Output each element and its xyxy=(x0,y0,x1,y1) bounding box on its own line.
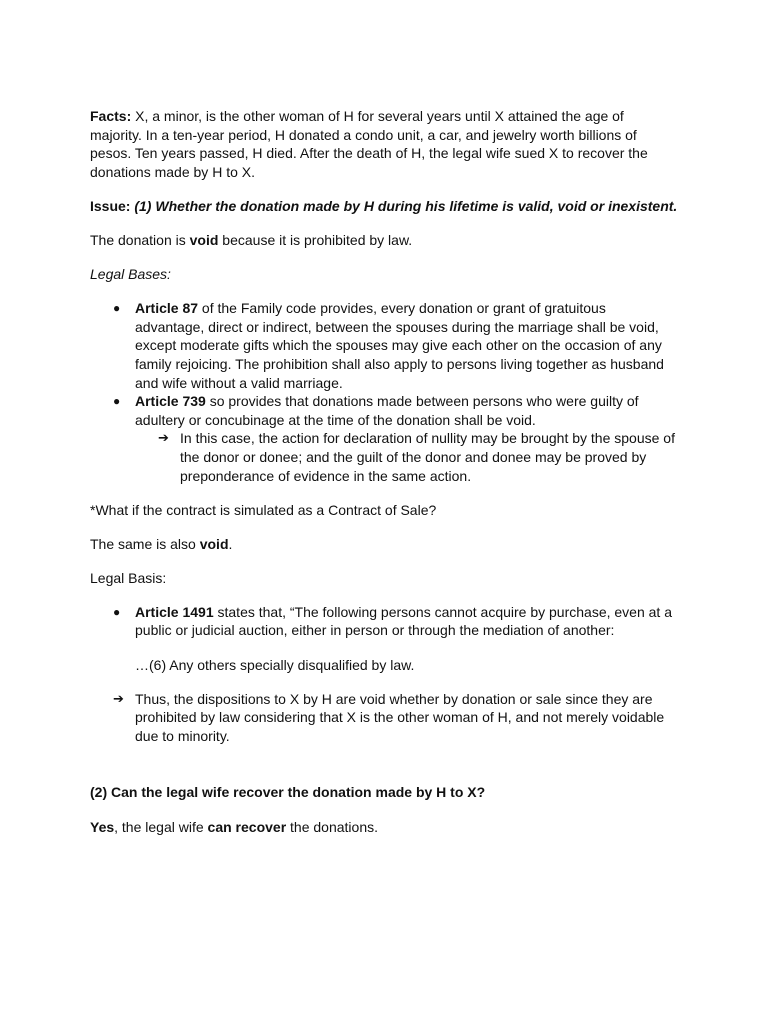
answer-1-post: because it is prohibited by law. xyxy=(218,231,413,248)
conclusion-item xyxy=(90,690,678,746)
list-item-article-1491 xyxy=(90,603,678,640)
article-87-label: Article 87 xyxy=(135,300,199,317)
legal-basis-heading: Legal Basis: xyxy=(90,569,167,586)
conclusion-text: Thus, the dispositions to X by H are void whether by donation or sale since they are prohibited by law considering that X is the other woman of H, and not merely voidable due to minority. xyxy=(135,690,665,744)
bullet-icon: ● xyxy=(113,301,121,316)
issue-1-text: (1) Whether the donation made by H during his lifetime is valid, void or inexistent. xyxy=(130,197,678,214)
answer-2-paragraph xyxy=(90,818,678,837)
article-1491-label: Article 1491 xyxy=(135,603,214,620)
article-87-text: of the Family code provides, every donation or grant of gratuitous advantage, direct or indirect, between the spouses during the marriage shall be void, except moderate gifts which the spouses may give each other on the occasion of any family rejoicing. The prohibition shall also apply to persons living together as husband and wife without a valid marriage. xyxy=(135,300,664,391)
answer-2-can-recover: can recover xyxy=(207,818,287,835)
bullet-icon: ● xyxy=(113,394,121,409)
arrow-right-icon: ➔ xyxy=(158,430,169,446)
article-739-sublist xyxy=(135,429,678,485)
answer-2-mid: , the legal wife xyxy=(114,818,208,835)
answer-1-bold: void xyxy=(189,231,219,248)
conclusion-list xyxy=(90,690,678,746)
article-1491-text: states that, “The following persons cannot acquire by purchase, even at a public or judicial auction, either in person or through the mediation of another: xyxy=(135,603,672,639)
legal-basis-list xyxy=(90,603,678,640)
answer-sale-pre: The same is also xyxy=(90,535,200,552)
answer-sale-post: . xyxy=(228,535,233,552)
facts-paragraph xyxy=(90,107,678,181)
article-739-label: Article 739 xyxy=(135,393,206,410)
answer-2-yes: Yes xyxy=(90,818,115,835)
issue-2-heading: (2) Can the legal wife recover the donation made by H to X? xyxy=(90,784,486,801)
answer-sale-paragraph xyxy=(90,535,678,554)
answer-1-paragraph xyxy=(90,231,678,250)
article-739-text: so provides that donations made between persons who were guilty of adultery or concubinage at the time of the donation shall be void. xyxy=(135,393,639,428)
answer-2-post: the donations. xyxy=(286,818,378,835)
bullet-icon: ● xyxy=(113,604,121,619)
list-item-article-739 xyxy=(90,392,678,485)
question-sale: *What if the contract is simulated as a Contract of Sale? xyxy=(90,501,437,518)
facts-text: X, a minor, is the other woman of H for several years until X attained the age of majority. In a ten-year period, H donated a condo unit, a car, and jewelry worth billions of pesos. Ten years passed, H died. After the death of H, the legal wife sued X to recover the donations made by H to X. xyxy=(90,108,648,180)
legal-bases-heading: Legal Bases: xyxy=(90,266,171,283)
item-6-text: …(6) Any others specially disqualified by law. xyxy=(135,656,415,673)
issue-label: Issue: xyxy=(90,197,131,214)
issue-1-paragraph xyxy=(90,197,678,216)
answer-1-pre: The donation is xyxy=(90,231,190,248)
answer-sale-bold: void xyxy=(199,535,229,552)
document-page xyxy=(90,107,678,852)
arrow-right-icon: ➔ xyxy=(113,690,124,706)
legal-bases-list xyxy=(90,299,678,485)
spacer xyxy=(90,745,678,783)
facts-label: Facts: xyxy=(90,108,132,124)
sub-list-item xyxy=(135,429,678,485)
list-item-article-87 xyxy=(90,299,678,392)
article-739-sub-text: In this case, the action for declaration of nullity may be brought by the spouse of the donor or donee; and the guilt of the donor and donee may be proved by preponderance of evidence in the same action. xyxy=(180,430,675,484)
